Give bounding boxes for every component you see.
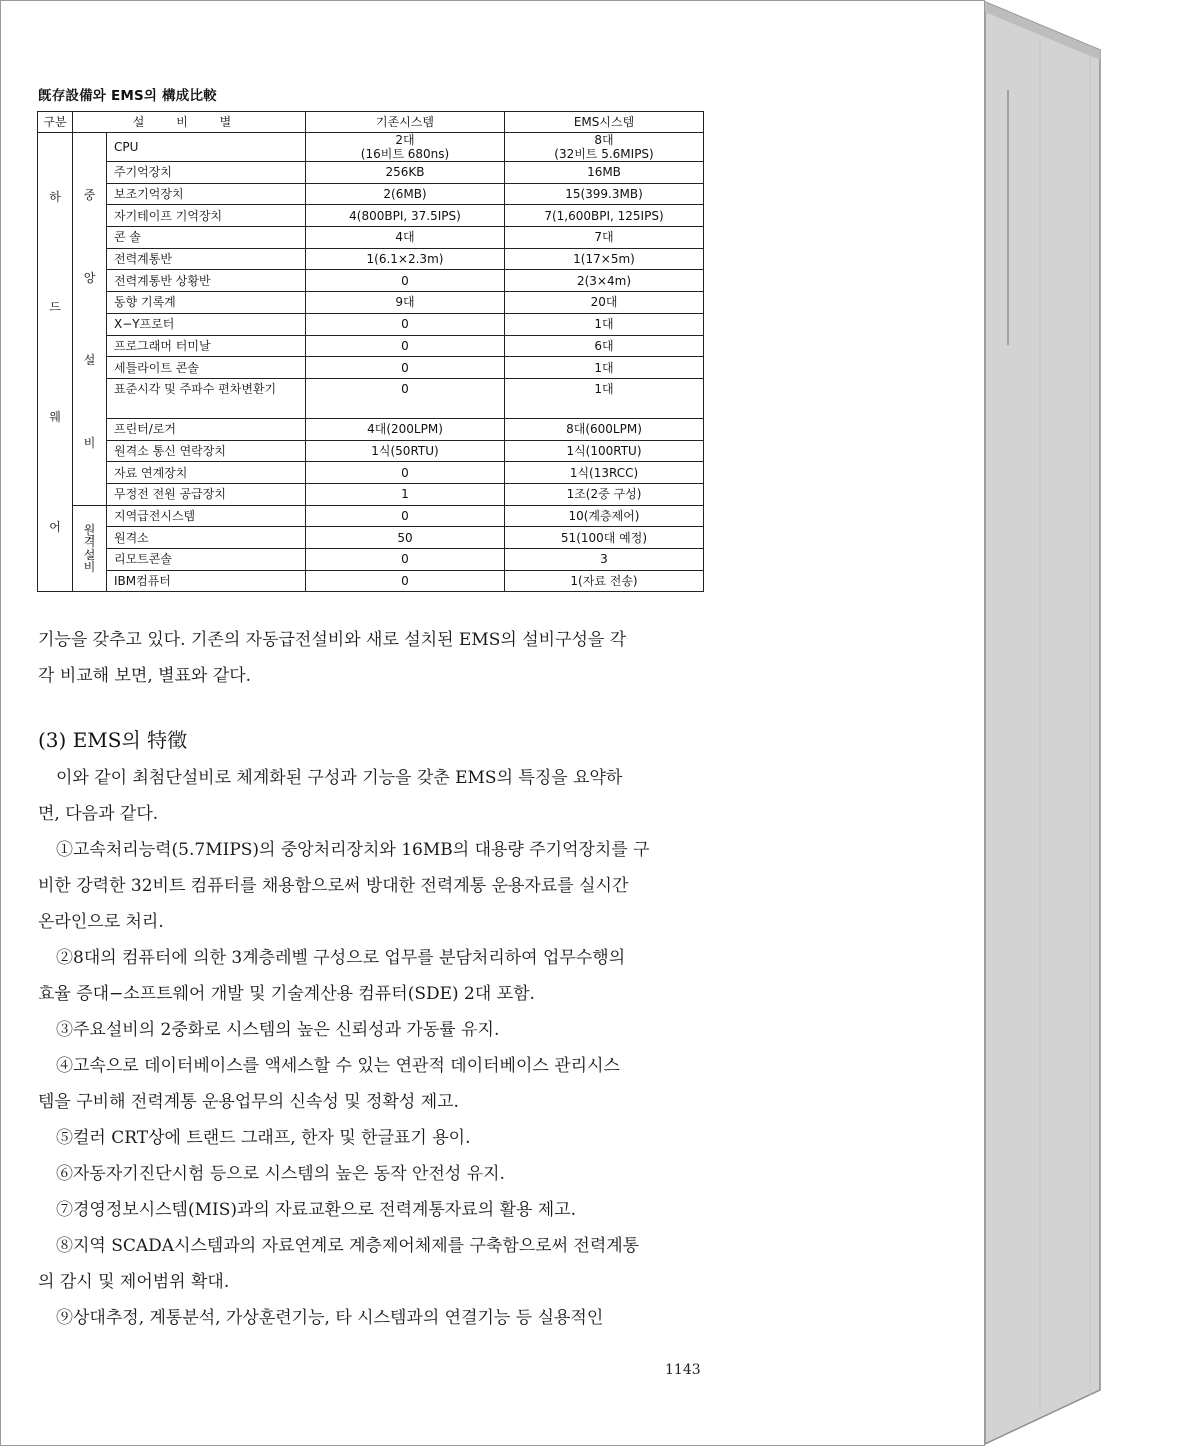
table-row: 하 드 웨 어 중 앙 설 비 CPU 2대 (16비트 680ns) 8대 (32비트 5.6MIPS)	[38, 133, 704, 162]
table-row: 보조기억장치 2(6MB) 15(399.3MB)	[38, 183, 704, 205]
page-number: 1143	[665, 1362, 701, 1378]
table-row: 무정전 전원 공급장치 1 1조(2중 구성)	[38, 483, 704, 505]
text-line: 효율 증대−소프트웨어 개발 및 기술계산용 컴퓨터(SDE) 2대 포함.	[38, 984, 535, 1004]
table-caption: 旣存設備와 EMS의 構成比較	[38, 88, 217, 104]
table-row: 원격소 50 51(100대 예정)	[38, 527, 704, 549]
text-line: 의 감시 및 제어범위 확대.	[38, 1272, 230, 1292]
table-row: 원격소 통신 연락장치 1식(50RTU) 1식(100RTU)	[38, 440, 704, 462]
table-row: 자기테이프 기억장치 4(800BPI, 37.5IPS) 7(1,600BPI, 125IPS)	[38, 205, 704, 227]
table-row: 자료 연계장치 0 1식(13RCC)	[38, 462, 704, 484]
text-line: ⑨상대추정, 계통분석, 가상훈련기능, 타 시스템과의 연결기능 등 실용적인	[56, 1308, 604, 1328]
section-heading: (3) EMS의 特徵	[38, 728, 188, 752]
text-line: ①고속처리능력(5.7MIPS)의 중앙처리장치와 16MB의 대용량 주기억장치를 구	[56, 840, 650, 860]
table-row: 전력계통반 1(6.1×2.3m) 1(17×5m)	[38, 248, 704, 270]
text-line: ⑤컬러 CRT상에 트랜드 그래프, 한자 및 한글표기 용이.	[56, 1128, 471, 1148]
table-row: 표준시각 및 주파수 편차변환기 0 1대	[38, 378, 704, 418]
text-line: ⑧지역 SCADA시스템과의 자료연계로 계층제어체제를 구축함으로써 전력계통	[56, 1236, 640, 1256]
table-header-row	[38, 112, 704, 133]
text-line: ④고속으로 데이터베이스를 액세스할 수 있는 연관적 데이터베이스 관리시스	[56, 1056, 620, 1076]
text-line: 온라인으로 처리.	[38, 912, 164, 932]
table-row: 프로그래머 터미날 0 6대	[38, 335, 704, 357]
text-line: 이와 같이 최첨단설비로 체계화된 구성과 기능을 갖춘 EMS의 특징을 요약하	[56, 768, 623, 788]
table-row: 콘 솔 4대 7대	[38, 227, 704, 249]
table-row: 세틀라이트 콘솔 0 1대	[38, 357, 704, 379]
text-line: ③주요설비의 2중화로 시스템의 높은 신뢰성과 가동률 유지.	[56, 1020, 500, 1040]
header-old-system: 기존시스템	[306, 112, 505, 133]
text-line: ⑦경영정보시스템(MIS)과의 자료교환으로 전력계통자료의 활용 제고.	[56, 1200, 577, 1220]
table-row: 원 격 설 비 지역급전시스템 0 10(계층제어)	[38, 505, 704, 527]
table-row: IBM컴퓨터 0 1(자료 전송)	[38, 570, 704, 592]
header-equipment: 설 비 별	[73, 112, 306, 133]
text-line: 비한 강력한 32비트 컴퓨터를 채용함으로써 방대한 전력계통 운용자료를 실시간	[38, 876, 629, 896]
category-central-equipment: 중 앙 설 비	[73, 133, 107, 506]
header-ems-system: EMS시스템	[505, 112, 704, 133]
comparison-table	[37, 111, 704, 592]
table-row: 리모트콘솔 0 3	[38, 549, 704, 571]
category-hardware: 하 드 웨 어	[38, 133, 73, 592]
text-line: ②8대의 컴퓨터에 의한 3계층레벨 구성으로 업무를 분담처리하여 업무수행의	[56, 948, 626, 968]
table-row: 프린터/로거 4대(200LPM) 8대(600LPM)	[38, 418, 704, 440]
text-line: 템을 구비해 전력계통 운용업무의 신속성 및 정확성 제고.	[38, 1092, 459, 1112]
category-remote-equipment: 원 격 설 비	[73, 505, 107, 592]
table-row: 전력계통반 상황반 0 2(3×4m)	[38, 270, 704, 292]
table-row: X−Y프로터 0 1대	[38, 313, 704, 335]
text-line: ⑥자동자기진단시험 등으로 시스템의 높은 동작 안전성 유지.	[56, 1164, 505, 1184]
features-section	[38, 760, 703, 1336]
intro-paragraph: 기능을 갖추고 있다. 기존의 자동급전설비와 새로 설치된 EMS의 설비구성을 각 각 비교해 보면, 별표와 같다.	[38, 630, 627, 686]
header-category: 구분	[38, 112, 73, 133]
text-line: 면, 다음과 같다.	[38, 804, 159, 824]
table-row: 동향 기록계 9대 20대	[38, 292, 704, 314]
table-row: 주기억장치 256KB 16MB	[38, 162, 704, 184]
